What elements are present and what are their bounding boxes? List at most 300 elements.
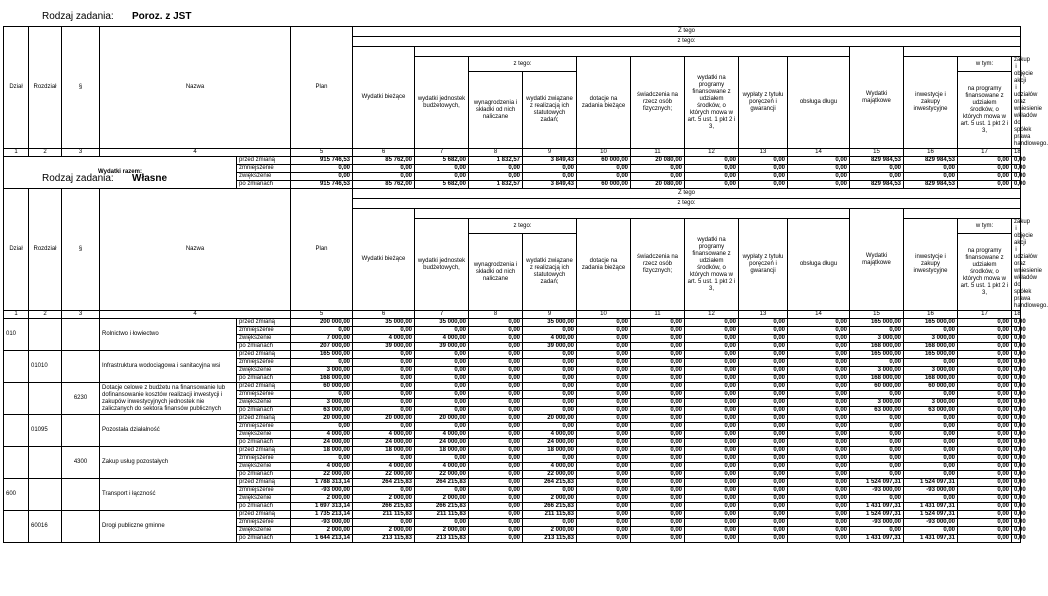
header-wydatki-biezace: Wydatki bieżące <box>353 209 415 311</box>
header-plan: Plan <box>291 27 353 149</box>
row-label: po zmianach <box>237 535 291 543</box>
value-cell: 63 000,00 <box>904 407 958 415</box>
value-cell: 4 000,00 <box>523 431 577 439</box>
header-obsluga-dlugu: obsługa długu <box>788 219 850 311</box>
value-cell: 0,00 <box>739 319 788 327</box>
value-cell: 0,00 <box>353 391 415 399</box>
row-label: przed zmianą <box>237 447 291 455</box>
value-cell: 0,00 <box>577 375 631 383</box>
value-cell: 0,00 <box>739 343 788 351</box>
value-cell: 0,00 <box>958 335 1012 343</box>
value-cell: 0,00 <box>739 455 788 463</box>
paragraf-code <box>62 319 100 351</box>
value-cell: 211 115,83 <box>523 511 577 519</box>
value-cell: 3 000,00 <box>850 367 904 375</box>
rozdzial-code <box>29 383 62 415</box>
value-cell: 0,00 <box>958 455 1012 463</box>
value-cell: 0,00 <box>523 375 577 383</box>
value-cell: 0,00 <box>739 447 788 455</box>
value-cell: 211 115,83 <box>353 511 415 519</box>
value-cell: 213 115,83 <box>353 535 415 543</box>
value-cell: 0,00 <box>1012 165 1021 173</box>
row-label: po zmianach <box>237 375 291 383</box>
value-cell: 0,00 <box>1012 335 1021 343</box>
value-cell: 0,00 <box>685 447 739 455</box>
value-cell: 0,00 <box>685 375 739 383</box>
value-cell: 0,00 <box>469 327 523 335</box>
row-label: przed zmianą <box>237 319 291 327</box>
value-cell: 0,00 <box>788 519 850 527</box>
value-cell: 0,00 <box>850 391 904 399</box>
dzial-code <box>4 415 29 447</box>
row-label: przed zmianą <box>237 479 291 487</box>
value-cell: 0,00 <box>469 375 523 383</box>
item-name: Zakup usług pozostałych <box>100 447 237 479</box>
value-cell: 0,00 <box>739 439 788 447</box>
value-cell: 1 431 097,31 <box>904 503 958 511</box>
column-number: 11 <box>631 311 685 319</box>
value-cell: 165 000,00 <box>850 319 904 327</box>
row-label: po zmianach <box>237 181 291 189</box>
row-label: zmniejszenie <box>237 455 291 463</box>
column-number: 3 <box>62 311 100 319</box>
value-cell: 0,00 <box>577 319 631 327</box>
value-cell: 264 215,83 <box>415 479 469 487</box>
value-cell: 211 115,83 <box>415 511 469 519</box>
value-cell: 0,00 <box>577 471 631 479</box>
value-cell: 0,00 <box>1012 327 1021 335</box>
value-cell: -93 000,00 <box>904 487 958 495</box>
value-cell: 1 431 097,31 <box>850 503 904 511</box>
value-cell: 1 524 097,31 <box>850 479 904 487</box>
value-cell: 0,00 <box>739 383 788 391</box>
header-rozdzial: Rozdział <box>29 189 62 311</box>
value-cell: 0,00 <box>850 431 904 439</box>
value-cell: 63 000,00 <box>850 407 904 415</box>
dzial-code <box>4 351 29 383</box>
value-cell: 2 000,00 <box>523 527 577 535</box>
value-cell: 915 746,53 <box>291 181 353 189</box>
header-plan: Plan <box>291 189 353 311</box>
column-number: 6 <box>353 149 415 157</box>
row-label: zmniejszenie <box>237 391 291 399</box>
value-cell: 0,00 <box>631 511 685 519</box>
value-cell: 0,00 <box>631 335 685 343</box>
value-cell: 0,00 <box>739 165 788 173</box>
value-cell: 0,00 <box>958 383 1012 391</box>
item-name: Dotacje celowe z budżetu na finansowanie lub dofinansowanie kosztów realizacji inwestycji i zakupów inwestycyjnych jednostek nie zaliczanych do sektora finansów publicznych <box>100 383 237 415</box>
value-cell: 0,00 <box>469 343 523 351</box>
value-cell: 0,00 <box>685 351 739 359</box>
column-number: 8 <box>469 311 523 319</box>
rozdzial-code: 60016 <box>29 511 62 543</box>
header-paragraf: § <box>62 27 100 149</box>
value-cell: 168 000,00 <box>291 375 353 383</box>
value-cell: 0,00 <box>1012 173 1021 181</box>
value-cell: 165 000,00 <box>850 351 904 359</box>
value-cell: 0,00 <box>958 407 1012 415</box>
value-cell: 0,00 <box>1012 527 1021 535</box>
value-cell: 0,00 <box>1012 383 1021 391</box>
value-cell: 0,00 <box>788 367 850 375</box>
value-cell: 0,00 <box>631 327 685 335</box>
header-programy-majatkowe: na programy finansowane z udziałem środków, o których mowa w art. 5 ust. 1 pkt 2 i 3, <box>958 72 1012 149</box>
row-label: przed zmianą <box>237 157 291 165</box>
header-wynagrodzenia: wynagrodzenia i składki od nich naliczane <box>469 72 523 149</box>
value-cell: 0,00 <box>850 439 904 447</box>
value-cell: 4 000,00 <box>415 335 469 343</box>
value-cell: 0,00 <box>904 471 958 479</box>
value-cell: 0,00 <box>739 471 788 479</box>
value-cell: 0,00 <box>788 415 850 423</box>
value-cell: 0,00 <box>523 407 577 415</box>
value-cell: 60 000,00 <box>291 383 353 391</box>
paragraf-code <box>62 351 100 383</box>
row-label: zmniejszenie <box>237 359 291 367</box>
value-cell: 0,00 <box>904 165 958 173</box>
value-cell: 0,00 <box>1012 439 1021 447</box>
value-cell: -93 000,00 <box>904 519 958 527</box>
value-cell: 2 000,00 <box>523 495 577 503</box>
value-cell: 0,00 <box>577 511 631 519</box>
header-wydatki-jednostek: wydatki jednostek budżetowych, <box>415 57 469 149</box>
value-cell: 0,00 <box>850 359 904 367</box>
value-cell: 0,00 <box>415 165 469 173</box>
value-cell: 4 000,00 <box>353 463 415 471</box>
value-cell: 0,00 <box>904 173 958 181</box>
value-cell: 0,00 <box>353 383 415 391</box>
value-cell: 0,00 <box>788 447 850 455</box>
value-cell: 0,00 <box>904 327 958 335</box>
value-cell: 0,00 <box>415 455 469 463</box>
value-cell: 39 000,00 <box>353 343 415 351</box>
value-cell: 0,00 <box>739 351 788 359</box>
value-cell: 0,00 <box>788 487 850 495</box>
value-cell: 0,00 <box>685 391 739 399</box>
value-cell: 0,00 <box>523 519 577 527</box>
value-cell: 0,00 <box>631 173 685 181</box>
value-cell: 4 000,00 <box>353 431 415 439</box>
value-cell: 0,00 <box>1012 431 1021 439</box>
dzial-code: 010 <box>4 319 29 351</box>
value-cell: 0,00 <box>904 527 958 535</box>
value-cell: 0,00 <box>631 439 685 447</box>
value-cell: 20 000,00 <box>353 415 415 423</box>
value-cell: 1 524 097,31 <box>850 511 904 519</box>
value-cell: 829 984,53 <box>850 157 904 165</box>
value-cell: 0,00 <box>788 181 850 189</box>
value-cell: 0,00 <box>739 173 788 181</box>
column-number: 5 <box>291 149 353 157</box>
value-cell: 0,00 <box>685 327 739 335</box>
value-cell: 0,00 <box>958 423 1012 431</box>
header-blank <box>415 209 850 219</box>
value-cell: 0,00 <box>685 415 739 423</box>
value-cell: 3 000,00 <box>291 399 353 407</box>
value-cell: 0,00 <box>577 519 631 527</box>
value-cell: 4 000,00 <box>523 335 577 343</box>
value-cell: 0,00 <box>739 479 788 487</box>
value-cell: 5 682,00 <box>415 157 469 165</box>
value-cell: 0,00 <box>685 479 739 487</box>
value-cell: 0,00 <box>415 407 469 415</box>
item-name: Transport i łączność <box>100 479 237 511</box>
row-label: po zmianach <box>237 503 291 511</box>
value-cell: 0,00 <box>1012 319 1021 327</box>
value-cell: 0,00 <box>577 367 631 375</box>
value-cell: 266 215,83 <box>353 503 415 511</box>
value-cell: 0,00 <box>788 173 850 181</box>
column-number: 13 <box>739 311 788 319</box>
header-wydatki-zwiazane: wydatki związane z realizacją ich statutowych zadań; <box>523 72 577 149</box>
value-cell: 0,00 <box>523 455 577 463</box>
rozdzial-code <box>29 319 62 351</box>
value-cell: 0,00 <box>523 391 577 399</box>
value-cell: 2 000,00 <box>415 495 469 503</box>
column-number: 7 <box>415 311 469 319</box>
value-cell: 0,00 <box>577 359 631 367</box>
value-cell: 213 115,83 <box>523 535 577 543</box>
value-cell: 0,00 <box>685 511 739 519</box>
value-cell: 0,00 <box>1012 455 1021 463</box>
value-cell: 0,00 <box>577 431 631 439</box>
value-cell: 0,00 <box>469 431 523 439</box>
value-cell: 0,00 <box>415 383 469 391</box>
value-cell: 0,00 <box>577 479 631 487</box>
row-label: zwiększenie <box>237 335 291 343</box>
value-cell: 0,00 <box>469 535 523 543</box>
value-cell: 0,00 <box>1012 343 1021 351</box>
header-z-tego-top: Z tego <box>353 27 1021 37</box>
column-number-row <box>4 149 1021 157</box>
value-cell: -93 000,00 <box>291 519 353 527</box>
value-cell: 0,00 <box>577 407 631 415</box>
value-cell: 0,00 <box>577 527 631 535</box>
value-cell: 0,00 <box>631 463 685 471</box>
value-cell: 0,00 <box>685 157 739 165</box>
table-row <box>4 511 1021 519</box>
value-cell: 24 000,00 <box>291 439 353 447</box>
value-cell: 0,00 <box>631 495 685 503</box>
header-inwestycje: inwestycje i zakupy inwestycyjne <box>904 219 958 311</box>
row-label: zwiększenie <box>237 173 291 181</box>
value-cell: 0,00 <box>958 359 1012 367</box>
value-cell: 0,00 <box>685 527 739 535</box>
table-row <box>4 479 1021 487</box>
value-cell: 1 524 097,31 <box>904 479 958 487</box>
value-cell: 0,00 <box>631 527 685 535</box>
value-cell: 0,00 <box>523 327 577 335</box>
column-number: 4 <box>100 149 291 157</box>
value-cell: 0,00 <box>850 471 904 479</box>
value-cell: 24 000,00 <box>353 439 415 447</box>
rozdzial-code <box>29 479 62 511</box>
value-cell: 0,00 <box>958 343 1012 351</box>
value-cell: 0,00 <box>1012 447 1021 455</box>
row-label: przed zmianą <box>237 351 291 359</box>
value-cell: 0,00 <box>577 439 631 447</box>
column-number: 6 <box>353 311 415 319</box>
value-cell: 0,00 <box>685 519 739 527</box>
value-cell: 0,00 <box>469 479 523 487</box>
value-cell: 3 000,00 <box>850 399 904 407</box>
value-cell: 0,00 <box>415 367 469 375</box>
value-cell: 0,00 <box>788 495 850 503</box>
value-cell: 0,00 <box>631 455 685 463</box>
value-cell: 0,00 <box>353 351 415 359</box>
value-cell: 3 000,00 <box>904 367 958 375</box>
value-cell: 0,00 <box>631 471 685 479</box>
header-wyplaty: wypłaty z tytułu poręczeń i gwarancji <box>739 219 788 311</box>
value-cell: 829 984,53 <box>850 181 904 189</box>
value-cell: 3 000,00 <box>291 367 353 375</box>
value-cell: 0,00 <box>1012 503 1021 511</box>
value-cell: 18 000,00 <box>415 447 469 455</box>
value-cell: 0,00 <box>850 463 904 471</box>
column-number: 2 <box>29 149 62 157</box>
header-wynagrodzenia: wynagrodzenia i składki od nich naliczane <box>469 234 523 311</box>
value-cell: 0,00 <box>631 423 685 431</box>
header-programy-majatkowe: na programy finansowane z udziałem środków, o których mowa w art. 5 ust. 1 pkt 2 i 3, <box>958 234 1012 311</box>
value-cell: 0,00 <box>415 391 469 399</box>
value-cell: 0,00 <box>739 431 788 439</box>
value-cell: 60 000,00 <box>904 383 958 391</box>
value-cell: 0,00 <box>685 487 739 495</box>
value-cell: 0,00 <box>788 455 850 463</box>
value-cell: 3 849,43 <box>523 157 577 165</box>
header-wydatki-majatkowe: Wydatki majątkowe <box>850 209 904 311</box>
value-cell: 0,00 <box>958 319 1012 327</box>
value-cell: 20 080,00 <box>631 157 685 165</box>
value-cell: 0,00 <box>1012 407 1021 415</box>
value-cell: 0,00 <box>291 359 353 367</box>
value-cell: 0,00 <box>353 487 415 495</box>
value-cell: 2 000,00 <box>353 495 415 503</box>
value-cell: 0,00 <box>904 423 958 431</box>
value-cell: 0,00 <box>469 527 523 535</box>
row-label: przed zmianą <box>237 415 291 423</box>
value-cell: 0,00 <box>523 173 577 181</box>
value-cell: 0,00 <box>469 173 523 181</box>
header-programy-biezace: wydatki na programy finansowane z udziałem środków, o których mowa w art. 5 ust. 1 pkt 2 i 3, <box>685 219 739 311</box>
task-type-value: Poroz. z JST <box>132 11 192 22</box>
table-row <box>4 447 1021 455</box>
value-cell: 0,00 <box>958 367 1012 375</box>
value-cell: 0,00 <box>958 415 1012 423</box>
value-cell: 0,00 <box>958 399 1012 407</box>
value-cell: 0,00 <box>788 471 850 479</box>
rozdzial-code: 01095 <box>29 415 62 447</box>
value-cell: 1 431 097,31 <box>904 535 958 543</box>
value-cell: 0,00 <box>469 367 523 375</box>
item-name: Drogi publiczne gminne <box>100 511 237 543</box>
value-cell: 0,00 <box>904 391 958 399</box>
value-cell: 168 000,00 <box>850 375 904 383</box>
column-number: 16 <box>904 311 958 319</box>
value-cell: 0,00 <box>788 527 850 535</box>
value-cell: 0,00 <box>958 327 1012 335</box>
value-cell: 0,00 <box>958 431 1012 439</box>
value-cell: 0,00 <box>850 327 904 335</box>
value-cell: 0,00 <box>469 463 523 471</box>
value-cell: 0,00 <box>523 399 577 407</box>
column-number: 5 <box>291 311 353 319</box>
value-cell: 0,00 <box>291 455 353 463</box>
table-row <box>4 157 1021 165</box>
value-cell: 0,00 <box>577 327 631 335</box>
value-cell: 20 080,00 <box>631 181 685 189</box>
value-cell: 0,00 <box>415 327 469 335</box>
value-cell: 1 431 097,31 <box>850 535 904 543</box>
value-cell: 0,00 <box>1012 415 1021 423</box>
value-cell: 0,00 <box>469 439 523 447</box>
value-cell: 0,00 <box>958 439 1012 447</box>
header-blank <box>904 47 1021 57</box>
value-cell: 1 524 097,31 <box>904 511 958 519</box>
value-cell: 0,00 <box>1012 351 1021 359</box>
value-cell: 0,00 <box>631 375 685 383</box>
value-cell: 1 832,57 <box>469 157 523 165</box>
value-cell: 0,00 <box>631 351 685 359</box>
value-cell: 0,00 <box>353 399 415 407</box>
value-cell: 0,00 <box>631 415 685 423</box>
value-cell: 0,00 <box>739 487 788 495</box>
value-cell: 3 849,43 <box>523 181 577 189</box>
value-cell: 0,00 <box>739 511 788 519</box>
value-cell: 0,00 <box>631 391 685 399</box>
value-cell: 0,00 <box>469 487 523 495</box>
column-number: 3 <box>62 149 100 157</box>
value-cell: 0,00 <box>469 407 523 415</box>
value-cell: 0,00 <box>685 407 739 415</box>
value-cell: 0,00 <box>788 327 850 335</box>
value-cell: 0,00 <box>685 359 739 367</box>
value-cell: 0,00 <box>469 495 523 503</box>
value-cell: 0,00 <box>788 343 850 351</box>
header-dzial: Dział <box>4 189 29 311</box>
value-cell: 20 000,00 <box>415 415 469 423</box>
value-cell: 0,00 <box>788 319 850 327</box>
value-cell: 0,00 <box>469 471 523 479</box>
value-cell: 35 000,00 <box>415 319 469 327</box>
value-cell: 0,00 <box>577 415 631 423</box>
column-number: 15 <box>850 311 904 319</box>
value-cell: -93 000,00 <box>291 487 353 495</box>
value-cell: 0,00 <box>739 391 788 399</box>
value-cell: 2 000,00 <box>291 495 353 503</box>
value-cell: 168 000,00 <box>904 375 958 383</box>
value-cell: 22 000,00 <box>353 471 415 479</box>
value-cell: 0,00 <box>958 351 1012 359</box>
value-cell: 0,00 <box>1012 157 1021 165</box>
value-cell: 0,00 <box>469 391 523 399</box>
value-cell: 0,00 <box>685 343 739 351</box>
header-swiadczenia: świadczenia na rzecz osób fizycznych; <box>631 219 685 311</box>
value-cell: 2 000,00 <box>291 527 353 535</box>
value-cell: 0,00 <box>577 391 631 399</box>
value-cell: 0,00 <box>469 511 523 519</box>
value-cell: 266 215,83 <box>523 503 577 511</box>
value-cell: 0,00 <box>353 173 415 181</box>
value-cell: 0,00 <box>469 423 523 431</box>
value-cell: 0,00 <box>1012 359 1021 367</box>
value-cell: 0,00 <box>788 165 850 173</box>
value-cell: 4 000,00 <box>523 463 577 471</box>
section-1-table <box>3 26 1048 189</box>
value-cell: 0,00 <box>904 439 958 447</box>
header-programy-biezace: wydatki na programy finansowane z udziałem środków, o których mowa w art. 5 ust. 1 pkt 2 i 3, <box>685 57 739 149</box>
value-cell: -93 000,00 <box>850 487 904 495</box>
